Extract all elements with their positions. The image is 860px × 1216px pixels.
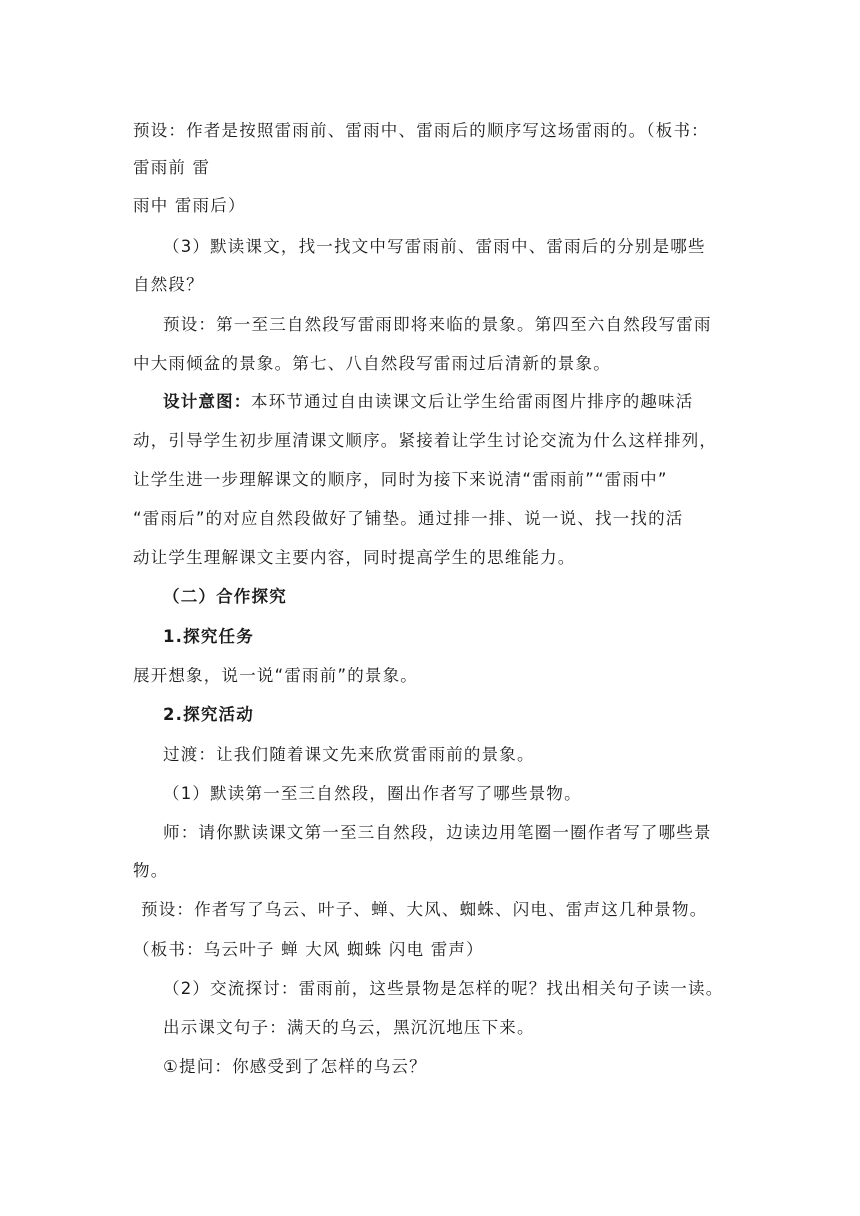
paragraph-line: 预设：作者是按照雷雨前、雷雨中、雷雨后的顺序写这场雷雨的。（板书： bbox=[133, 121, 709, 140]
paragraph-line: 动让学生理解课文主要内容，同时提高学生的思维能力。 bbox=[133, 548, 576, 567]
paragraph-line: 雨中 雷雨后） bbox=[133, 196, 246, 215]
paragraph-line: 出示课文句子：满天的乌云，黑沉沉地压下来。 bbox=[163, 1018, 535, 1037]
paragraph-line: 本环节通过自由读课文后让学生给雷雨图片排序的趣味活 bbox=[251, 392, 694, 411]
paragraph-line: 展开想象，说一说“雷雨前”的景象。 bbox=[133, 666, 418, 685]
subsection-heading: 1.探究任务 bbox=[163, 627, 254, 646]
design-intent-heading: 设计意图： bbox=[163, 392, 252, 411]
section-heading: （二）合作探究 bbox=[163, 587, 287, 606]
paragraph-line: 过渡：让我们随着课文先来欣赏雷雨前的景象。 bbox=[163, 745, 535, 764]
paragraph-line: 让学生进一步理解课文的顺序，同时为接下来说清“雷雨前”“雷雨中” bbox=[133, 470, 668, 489]
paragraph-line: 预设：第一至三自然段写雷雨即将来临的景象。第四至六自然段写雷雨 bbox=[163, 315, 712, 334]
paragraph-line: 自然段？ bbox=[133, 275, 204, 294]
paragraph-line: 预设：作者写了乌云、叶子、蝉、大风、蜘蛛、闪电、雷声这几种景物。 bbox=[141, 900, 708, 919]
paragraph-line: （3）默读课文，找一找文中写雷雨前、雷雨中、雷雨后的分别是哪些 bbox=[163, 237, 706, 256]
paragraph-line: “雷雨后”的对应自然段做好了铺垫。通过排一排、说一说、找一找的活 bbox=[133, 509, 684, 528]
paragraph-line: （2）交流探讨：雷雨前，这些景物是怎样的呢？找出相关句子读一读。 bbox=[163, 979, 724, 998]
paragraph-line: （板书：乌云叶子 蝉 大风 蜘蛛 闪电 雷声） bbox=[133, 940, 484, 959]
paragraph-line: 动，引导学生初步厘清课文顺序。紧接着让学生讨论交流为什么这样排列， bbox=[133, 431, 718, 450]
paragraph-line: （1）默读第一至三自然段，圈出作者写了哪些景物。 bbox=[163, 784, 582, 803]
paragraph-line: 雷雨前 雷 bbox=[133, 158, 211, 177]
paragraph-line: ①提问：你感受到了怎样的乌云？ bbox=[163, 1057, 427, 1076]
subsection-heading: 2.探究活动 bbox=[163, 705, 254, 724]
paragraph-line: 中大雨倾盆的景象。第七、八自然段写雷雨过后清新的景象。 bbox=[133, 354, 611, 373]
paragraph-line: 物。 bbox=[133, 861, 169, 880]
paragraph-line: 师：请你默读课文第一至三自然段，边读边用笔圈一圈作者写了哪些景 bbox=[163, 823, 712, 842]
